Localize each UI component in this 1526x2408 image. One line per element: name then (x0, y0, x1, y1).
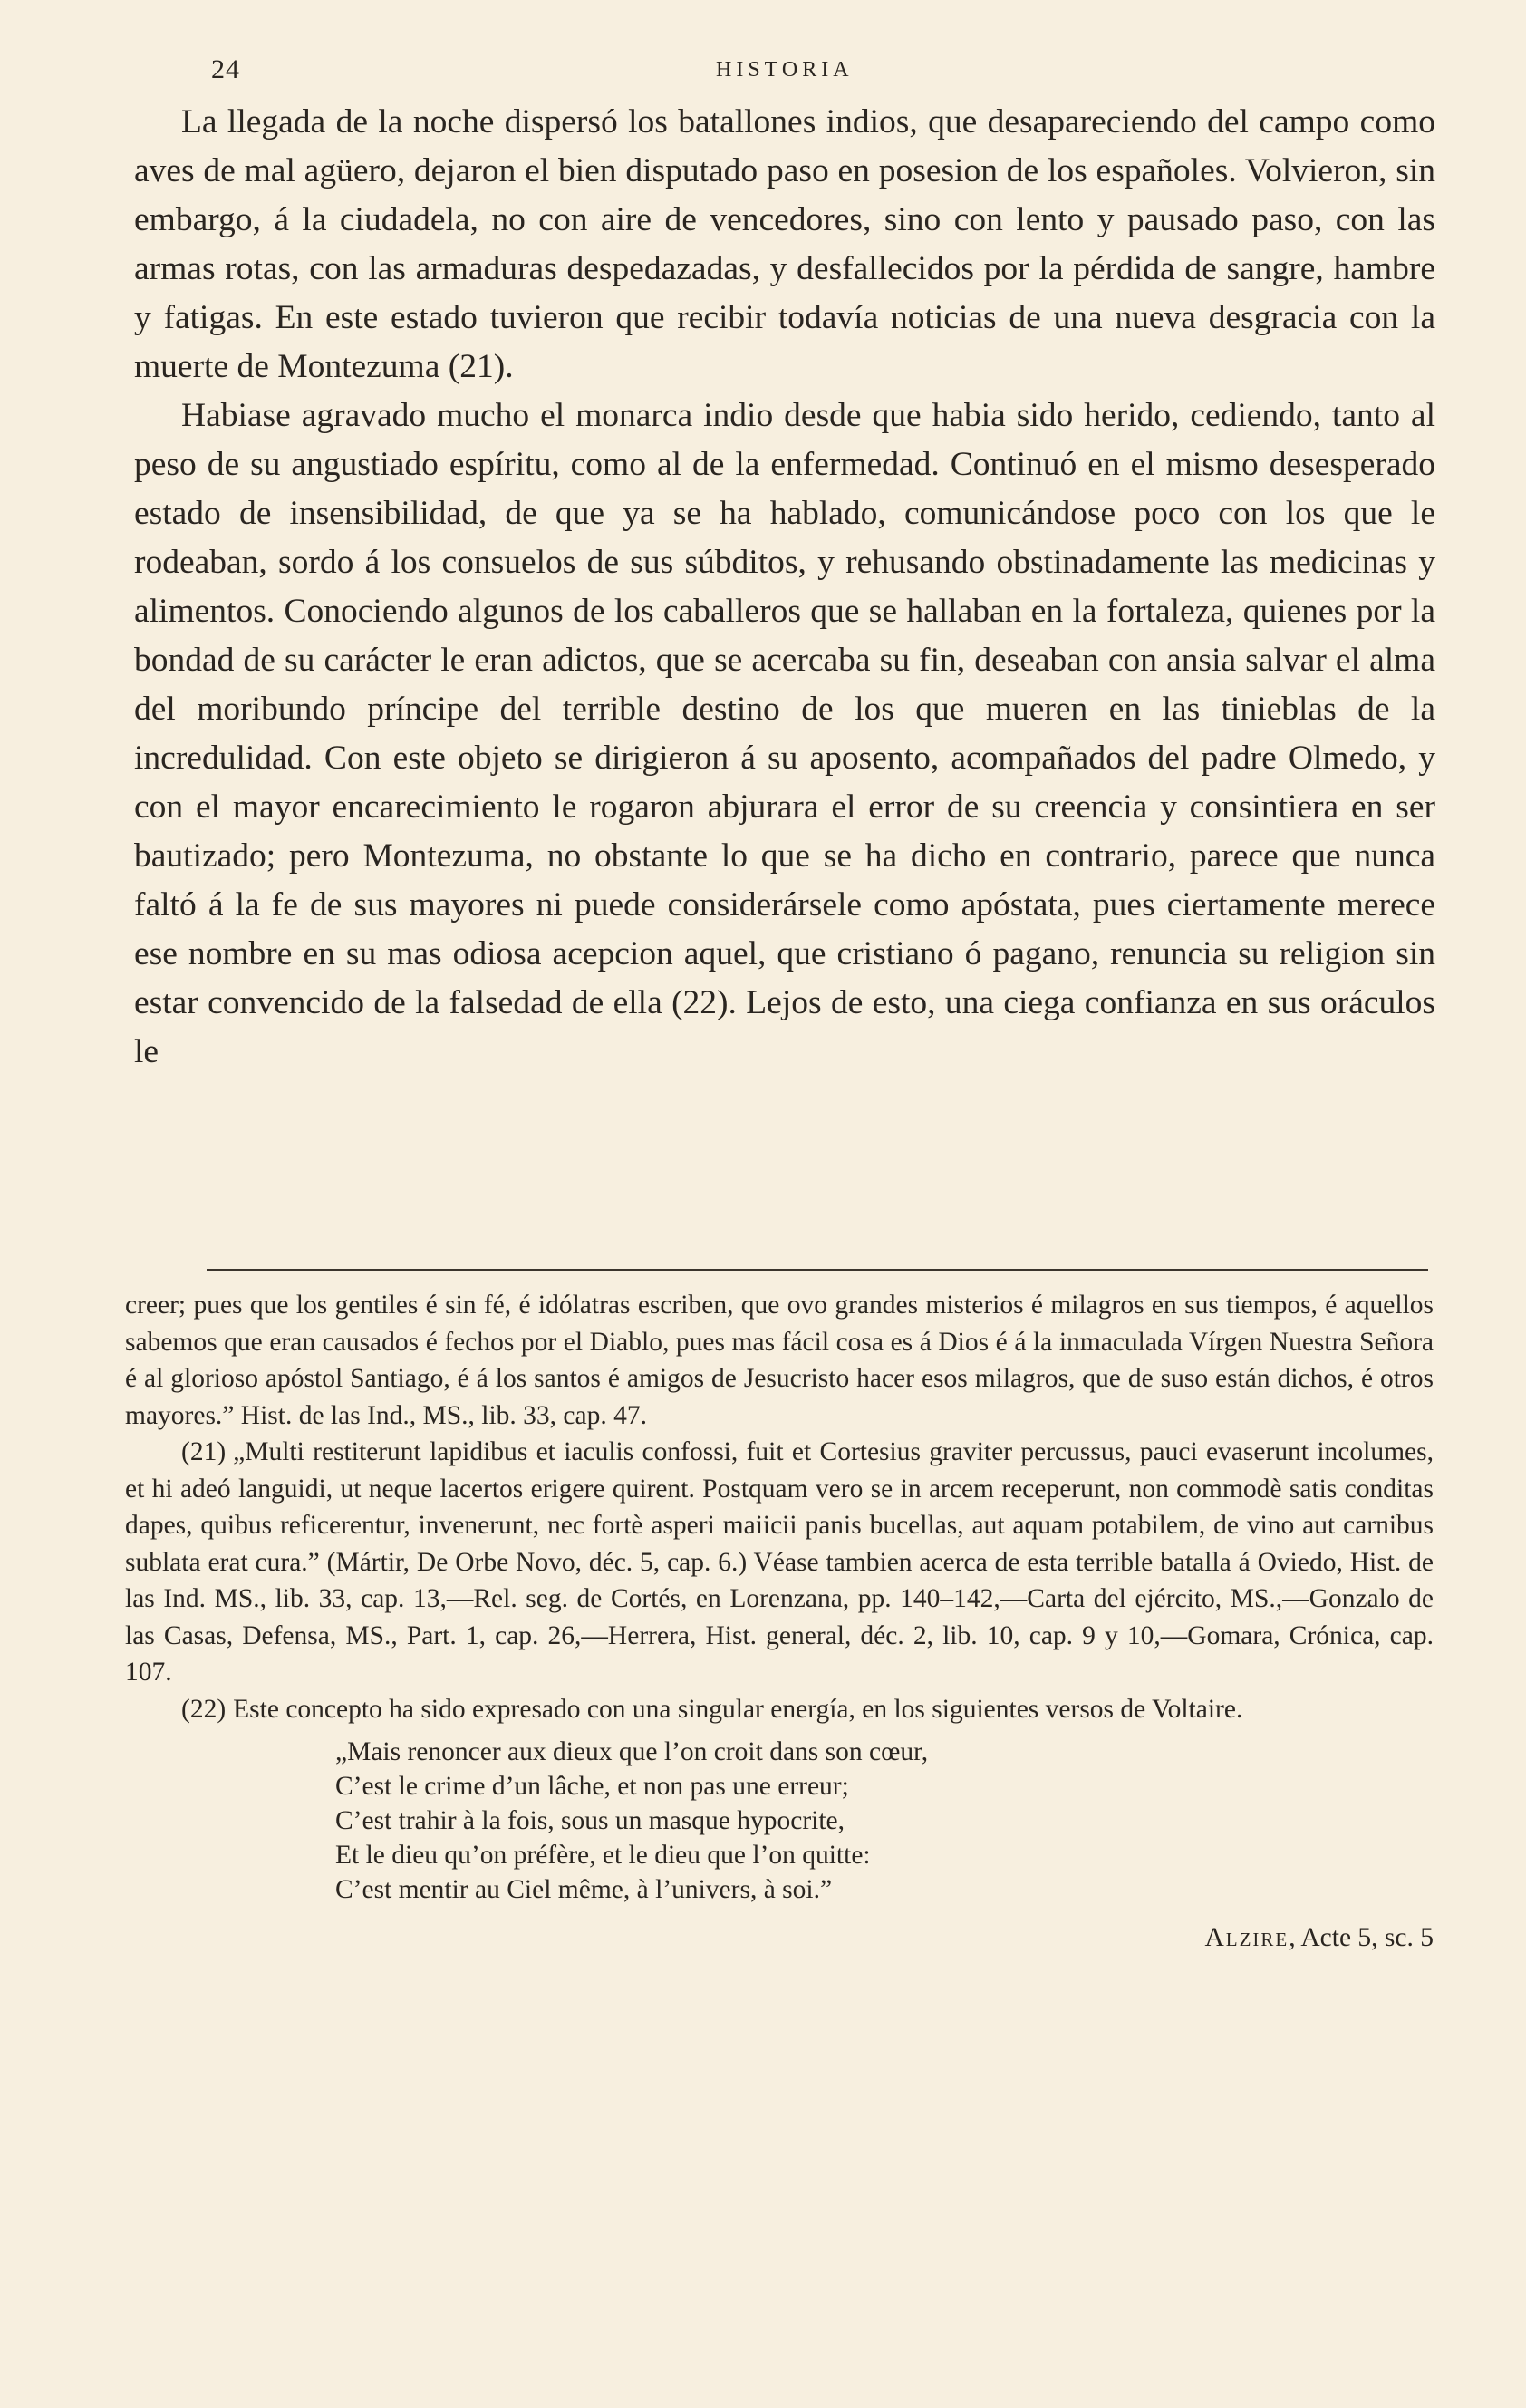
body-paragraph: La llegada de la noche dispersó los batallones indios, que desapareciendo del campo como aves de mal agüero, dejaron el bien disputado paso en posesion de los españoles. Volvieron, sin embargo, á la ciudadela, no con aire de vencedores, sino con lento y pausado paso, con las armas rotas, con las armaduras despedazadas, y desfallecidos por la pérdida de sangre, hambre y fatigas. En este estado tuvieron que recibir todavía noticias de una nueva desgracia con la muerte de Montezuma (21). (134, 103, 1435, 385)
footnote-text: „Multi restiterunt lapidibus et iaculis confossi, fuit et Cortesius graviter percussus, pauci evaserunt incolumes, et hi adeó languidi, ut neque lacertos erigere quirent. Postquam vero se in arcem receperunt, non commodè satis conditas dapes, quibus reficerentur, invenerunt, nec fortè asperi maiicii panis bucellas, aut aquam potabilem, de vino aut carnibus sublata erat cura.” (Mártir, De Orbe Novo, déc. 5, cap. 6.) Véase tambien acerca de esta terrible batalla á Oviedo, Hist. de las Ind. MS., lib. 33, cap. 13,—Rel. seg. de Cortés, en Lorenzana, pp. 140–142,—Carta del ejército, MS.,—Gonzalo de las Casas, Defensa, MS., Part. 1, cap. 26,—Herrera, Hist. general, déc. 2, lib. 10, cap. 9 y 10,—Gomara, Crónica, cap. 107. (125, 1437, 1434, 1687)
verse-line: „Mais renoncer aux dieux que l’on croit dans son cœur, (335, 1737, 929, 1766)
verse-attribution (125, 1920, 1434, 1956)
footnote-number: (21) (181, 1437, 227, 1466)
verse-line: C’est trahir à la fois, sous un masque hypocrite, (335, 1806, 845, 1835)
page-number: 24 (211, 54, 240, 84)
footnote-21 (125, 1434, 1434, 1691)
footnote-continuation: creer; pues que los gentiles é sin fé, é idólatras escriben, que ovo grandes misterios é milagros en sus tiempos, é aquellos sabemos que eran causados é fechos por el Diablo, pues mas fácil cosa es á Dios é á la inmaculada Vírgen Nuestra Señora é al glorioso apóstol Santiago, é á los santos é amigos de Jesucristo hacer esos milagros, que de suso están dichos, é otros mayores.” Hist. de las Ind., MS., lib. 33, cap. 47. (125, 1291, 1434, 1430)
footnote-number: (22) (181, 1694, 227, 1724)
verse-line: C’est mentir au Ciel même, à l’univers, à soi.” (335, 1875, 833, 1904)
page-header (0, 54, 1526, 91)
verse-line: C’est le crime d’un lâche, et non pas une erreur; (335, 1772, 849, 1801)
main-text (134, 98, 1435, 1077)
verse-quotation (335, 1735, 1434, 1907)
verse-line: Et le dieu qu’on préfère, et le dieu que l’on quitte: (335, 1841, 871, 1870)
running-title: HISTORIA (716, 58, 854, 82)
footnote-text: Este concepto ha sido expresado con una singular energía, en los siguientes versos de Voltaire. (233, 1694, 1243, 1724)
attribution-work: Alzire (1204, 1923, 1289, 1952)
footnotes-section (125, 1287, 1434, 1956)
attribution-location: , Acte 5, sc. 5 (1289, 1923, 1434, 1952)
body-paragraph: Habiase agravado mucho el monarca indio desde que habia sido herido, cediendo, tanto al peso de su angustiado espíritu, como al de la enfermedad. Continuó en el mismo desesperado estado de insensibilidad, de que ya se ha hablado, comunicándose poco con los que le rodeaban, sordo á los consuelos de sus súbditos, y rehusando obstinadamente las medicinas y alimentos. Conociendo algunos de los caballeros que se hallaban en la fortaleza, quienes por la bondad de su carácter le eran adictos, que se acercaba su fin, deseaban con ansia salvar el alma del moribundo príncipe del terrible destino de los que mueren en las tinieblas de la incredulidad. Con este objeto se dirigieron á su aposento, acompañados del padre Olmedo, y con el mayor encarecimiento le rogaron abjurara el error de su creencia y consintiera en ser bautizado; pero Montezuma, no obstante lo que se ha dicho en contrario, parece que nunca faltó á la fe de sus mayores ni puede considerársele como apóstata, pues ciertamente merece ese nombre en su mas odiosa acepcion aquel, que cristiano ó pagano, renuncia su religion sin estar convencido de la falsedad de ella (22). Lejos de esto, una ciega confianza en sus oráculos le (134, 397, 1435, 1070)
footnote-separator-rule (207, 1269, 1428, 1271)
footnote-22 (125, 1691, 1434, 1728)
